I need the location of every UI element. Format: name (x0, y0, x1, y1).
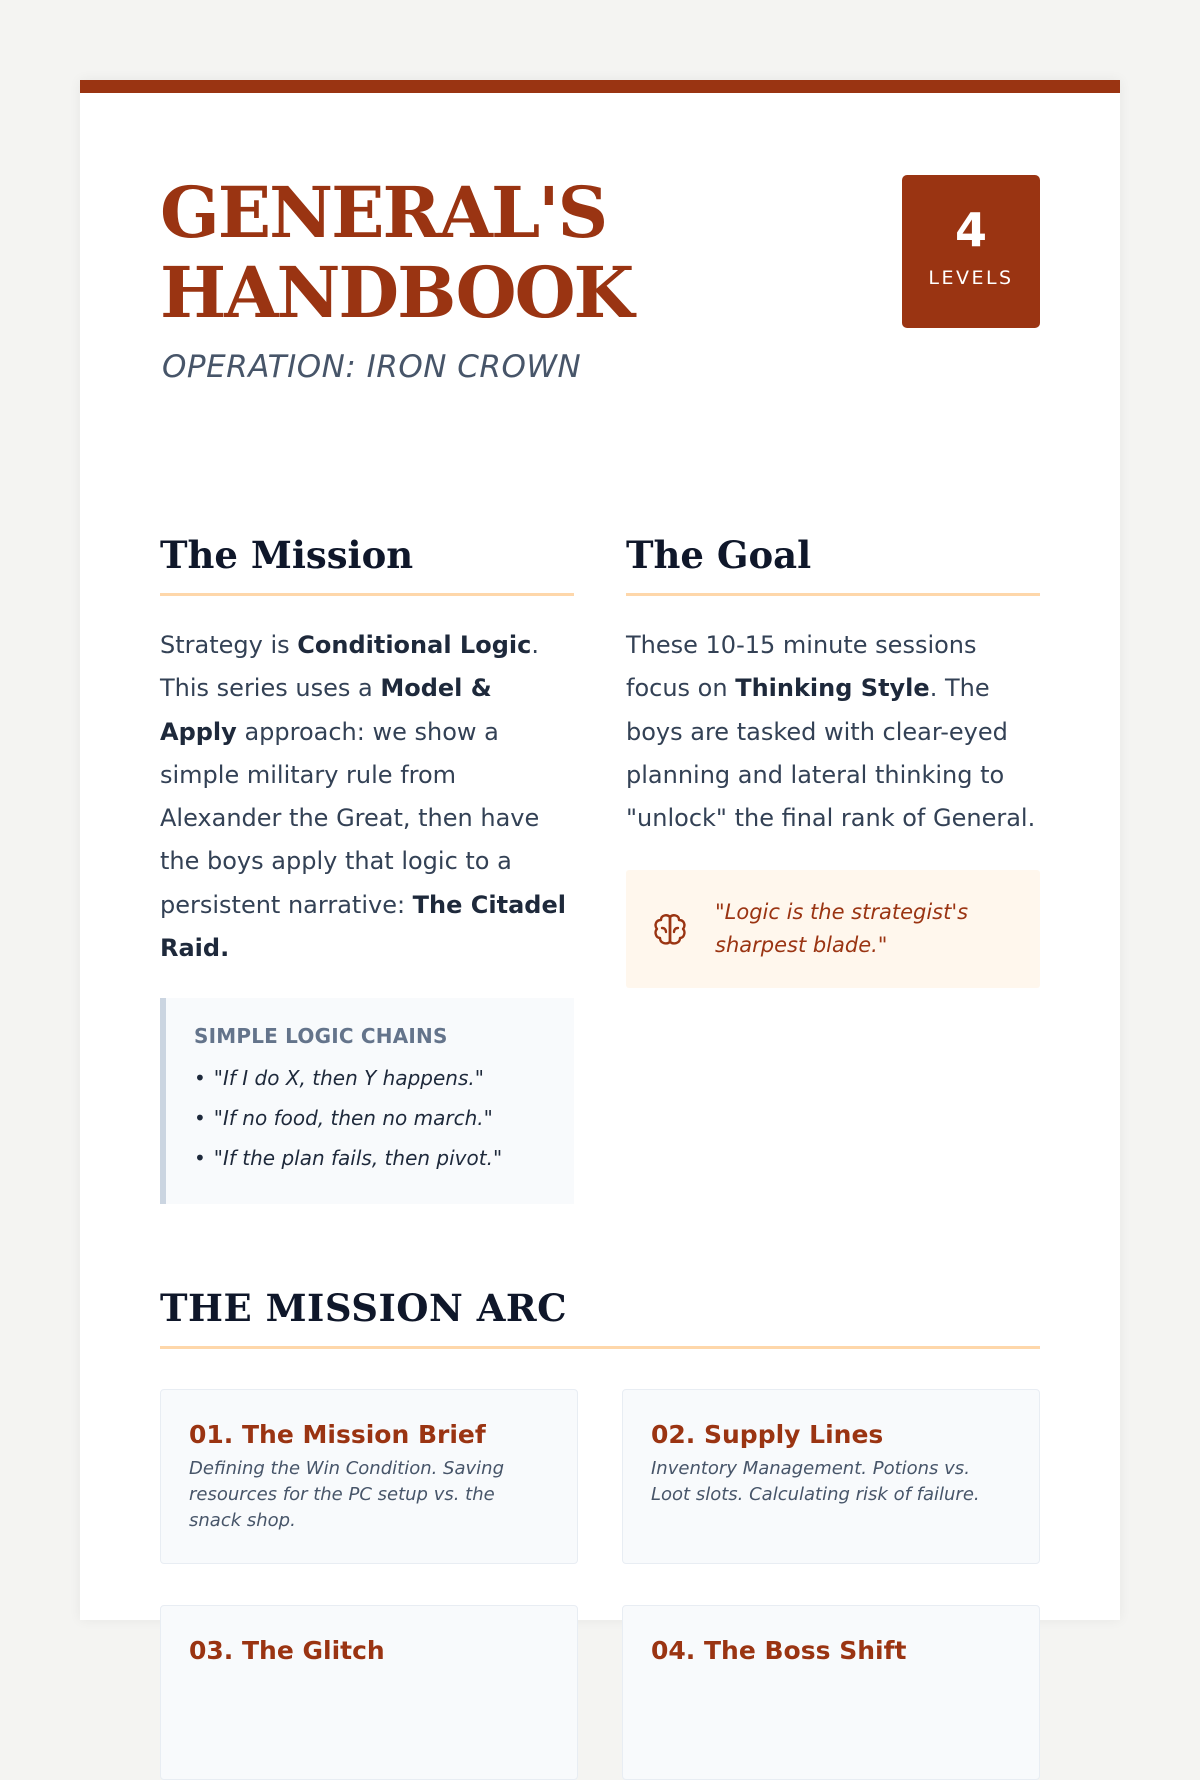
arc-card-desc: Defining the Win Condition. Saving resources for the PC setup vs. the snack shop. (189, 1458, 504, 1531)
mission-section (160, 533, 574, 1204)
levels-count: 4 (954, 203, 987, 257)
logic-chain-text: "If I do X, then Y happens." (213, 1066, 484, 1091)
logic-chains-box (160, 998, 574, 1204)
list-item (194, 1098, 554, 1138)
arc-card (622, 1389, 1040, 1564)
logic-chain-text: "If no food, then no march." (213, 1106, 493, 1131)
bullet-icon: • (194, 1106, 206, 1131)
brain-icon (650, 910, 690, 950)
handbook-page (80, 80, 1120, 1665)
arc-card-title: 02. Supply Lines (651, 1420, 884, 1449)
top-accent-bar (80, 80, 1120, 93)
bullet-icon: • (194, 1146, 206, 1171)
levels-badge (902, 175, 1040, 328)
arc-card (622, 1605, 1040, 1780)
bullet-icon: • (194, 1066, 206, 1091)
arc-card (160, 1389, 578, 1564)
mission-bold-1: Conditional Logic (297, 631, 532, 659)
goal-bold-1: Thinking Style (735, 674, 930, 703)
title-line-1: GENERAL'S (160, 171, 607, 254)
mission-text-2: . This series uses a (160, 631, 539, 703)
list-item (194, 1058, 554, 1098)
mission-bold-2: Model & Apply (160, 674, 492, 746)
quote-callout (626, 870, 1040, 988)
logic-chain-text: "If the plan fails, then pivot." (213, 1146, 503, 1171)
arc-card-title: 04. The Boss Shift (651, 1636, 907, 1665)
mission-arc-section (160, 1286, 1040, 1665)
arc-card (160, 1605, 578, 1780)
goal-text-2: . The boys are tasked with clear-eyed planning and lateral thinking to "unlock" the final rank of General. (626, 674, 1036, 833)
levels-label: LEVELS (928, 267, 1014, 289)
arc-card-title: 01. The Mission Brief (189, 1420, 486, 1449)
page-content (160, 93, 1040, 1665)
mission-arc-heading: THE MISSION ARC (160, 1286, 1040, 1349)
logic-chains-title: SIMPLE LOGIC CHAINS (194, 1024, 448, 1049)
arc-card-desc: Inventory Management. Potions vs. Loot slots. Calculating risk of failure. (651, 1458, 980, 1505)
mission-text (160, 624, 574, 970)
page-subtitle: OPERATION: IRON CROWN (162, 349, 582, 385)
goal-text (626, 624, 1040, 840)
mission-bold-3: The Citadel Raid. (160, 890, 566, 963)
goal-heading: The Goal (626, 533, 1040, 596)
list-item (194, 1138, 554, 1178)
goal-text-1: These 10-15 minute sessions focus on (626, 631, 977, 703)
arc-card-title: 03. The Glitch (189, 1636, 385, 1665)
quote-text: "Logic is the strategist's sharpest blade." (715, 900, 969, 958)
mission-heading: The Mission (160, 533, 574, 596)
mission-text-1: Strategy is (160, 631, 298, 659)
goal-section (626, 533, 1040, 988)
mission-text-3: approach: we show a simple military rule from Alexander the Great, then have the boys apply that logic to a persistent narrative: (160, 717, 540, 919)
title-line-2: HANDBOOK (160, 251, 633, 334)
logic-chains-list (194, 1058, 554, 1178)
page-title (160, 173, 632, 333)
header (160, 93, 1040, 433)
